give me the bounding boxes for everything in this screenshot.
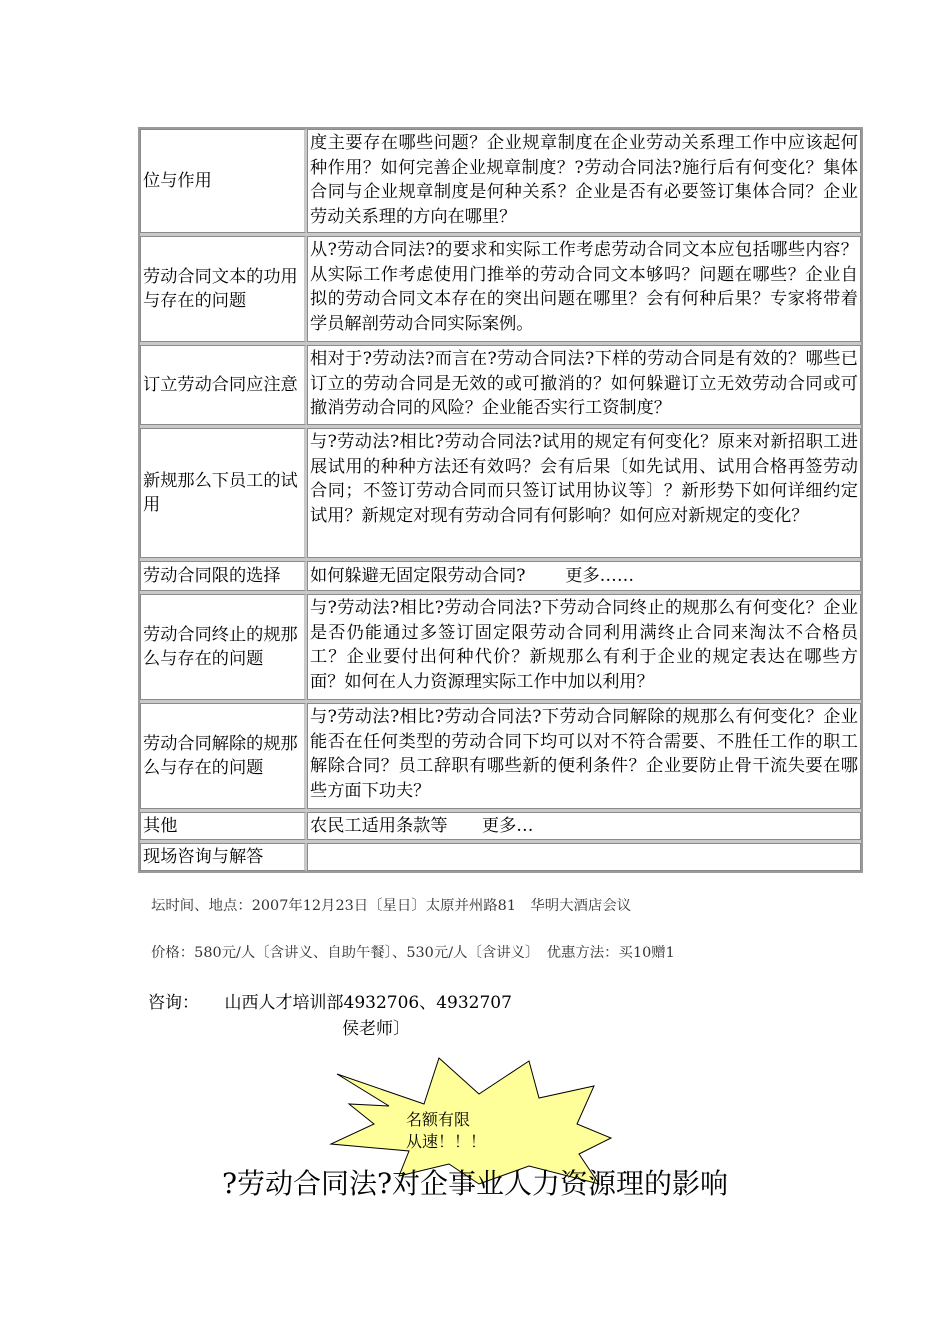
row-detail: 从?劳动合同法?的要求和实际工作考虑劳动合同文本应包括哪些内容？从实际工作考虑使用门推举的劳动合同文本够吗？问题在哪些？企业自拟的劳动合同文本存在的突出问题在哪里？会有何种后果？专家将带着学员解剖劳动合同实际案例。 [307, 236, 861, 342]
table-row [140, 342, 861, 425]
contact-block [148, 988, 512, 1039]
table-row [140, 840, 861, 871]
row-detail: 农民工适用条款等 更多… [307, 812, 861, 840]
row-detail: 与?劳动法?相比?劳动合同法?试用的规定有何变化？原来对新招职工进展试用的种种方法还有效吗？会有后果〔如先试用、试用合格再签劳动合同；不签订劳动合同而只签订试用协议等〕？新形势下如何详细约定试用？新规定对现有劳动合同有何影响？如何应对新规定的变化？ [307, 428, 861, 558]
table-row [140, 591, 861, 700]
event-price: 价格：580元/人〔含讲义、自助午餐〕、530元/人〔含讲义〕 优惠方法：买10赠1 [151, 945, 675, 961]
burst-line-1: 名额有限 [406, 1110, 471, 1129]
course-outline-table [138, 127, 863, 873]
event-time-place: 坛时间、地点：2007年12月23日〔星日〕太原并州路81 华明大酒店会议 [151, 898, 632, 914]
row-topic: 劳动合同终止的规那么与存在的问题 [140, 594, 307, 700]
row-detail: 与?劳动法?相比?劳动合同法?下劳动合同终止的规那么有何变化？企业是否仍能通过多签订固定限劳动合同利用满终止合同来淘汰不合格员工？企业要付出何种代价？新规那么有利于企业的规定表达在哪些方面？如何在人力资源理实际工作中加以利用？ [307, 594, 861, 700]
table-row [140, 558, 861, 591]
row-topic: 位与作用 [140, 129, 307, 233]
row-detail: 如何躲避无固定限劳动合同? 更多…… [307, 561, 861, 591]
document-title: ?劳动合同法?对企事业人力资源理的影响 [221, 1167, 729, 1200]
burst-text [406, 1109, 486, 1153]
table-row [140, 129, 861, 233]
row-topic: 劳动合同限的选择 [140, 561, 307, 591]
row-detail: 相对于?劳动法?而言在?劳动合同法?下样的劳动合同是有效的？哪些已订立的劳动合同是无效的或可撤消的？如何躲避订立无效劳动合同或可撤消劳动合同的风险？企业能否实行工资制度？ [307, 345, 861, 425]
row-topic: 订立劳动合同应注意 [140, 345, 307, 425]
row-topic: 劳动合同解除的规那么与存在的问题 [140, 703, 307, 809]
table-row [140, 233, 861, 342]
row-topic: 劳动合同文本的功用与存在的问题 [140, 236, 307, 342]
row-topic: 其他 [140, 812, 307, 840]
row-topic: 现场咨询与解答 [140, 843, 307, 871]
row-topic: 新规那么下员工的试用 [140, 428, 307, 558]
table-row [140, 809, 861, 840]
table-row [140, 425, 861, 558]
contact-line: 咨询： 山西人才培训部4932706、4932707 [148, 993, 512, 1013]
contact-teacher: 侯老师〕 [342, 1019, 410, 1039]
row-detail: 度主要存在哪些问题？企业规章制度在企业劳动关系理工作中应该起何种作用？如何完善企业规章制度？?劳动合同法?施行后有何变化？集体合同与企业规章制度是何种关系？企业是否有必要签订集体合同？企业劳动关系理的方向在哪里？ [307, 129, 861, 233]
table-row [140, 700, 861, 809]
burst-line-2: 从速！！！ [406, 1132, 487, 1151]
row-detail: 与?劳动法?相比?劳动合同法?下劳动合同解除的规那么有何变化？企业能否在任何类型的劳动合同下均可以对不符合需要、不胜任工作的职工解除合同？员工辞职有哪些新的便利条件？企业要防止骨干流失要在哪些方面下功夫？ [307, 703, 861, 809]
row-detail [307, 843, 861, 871]
